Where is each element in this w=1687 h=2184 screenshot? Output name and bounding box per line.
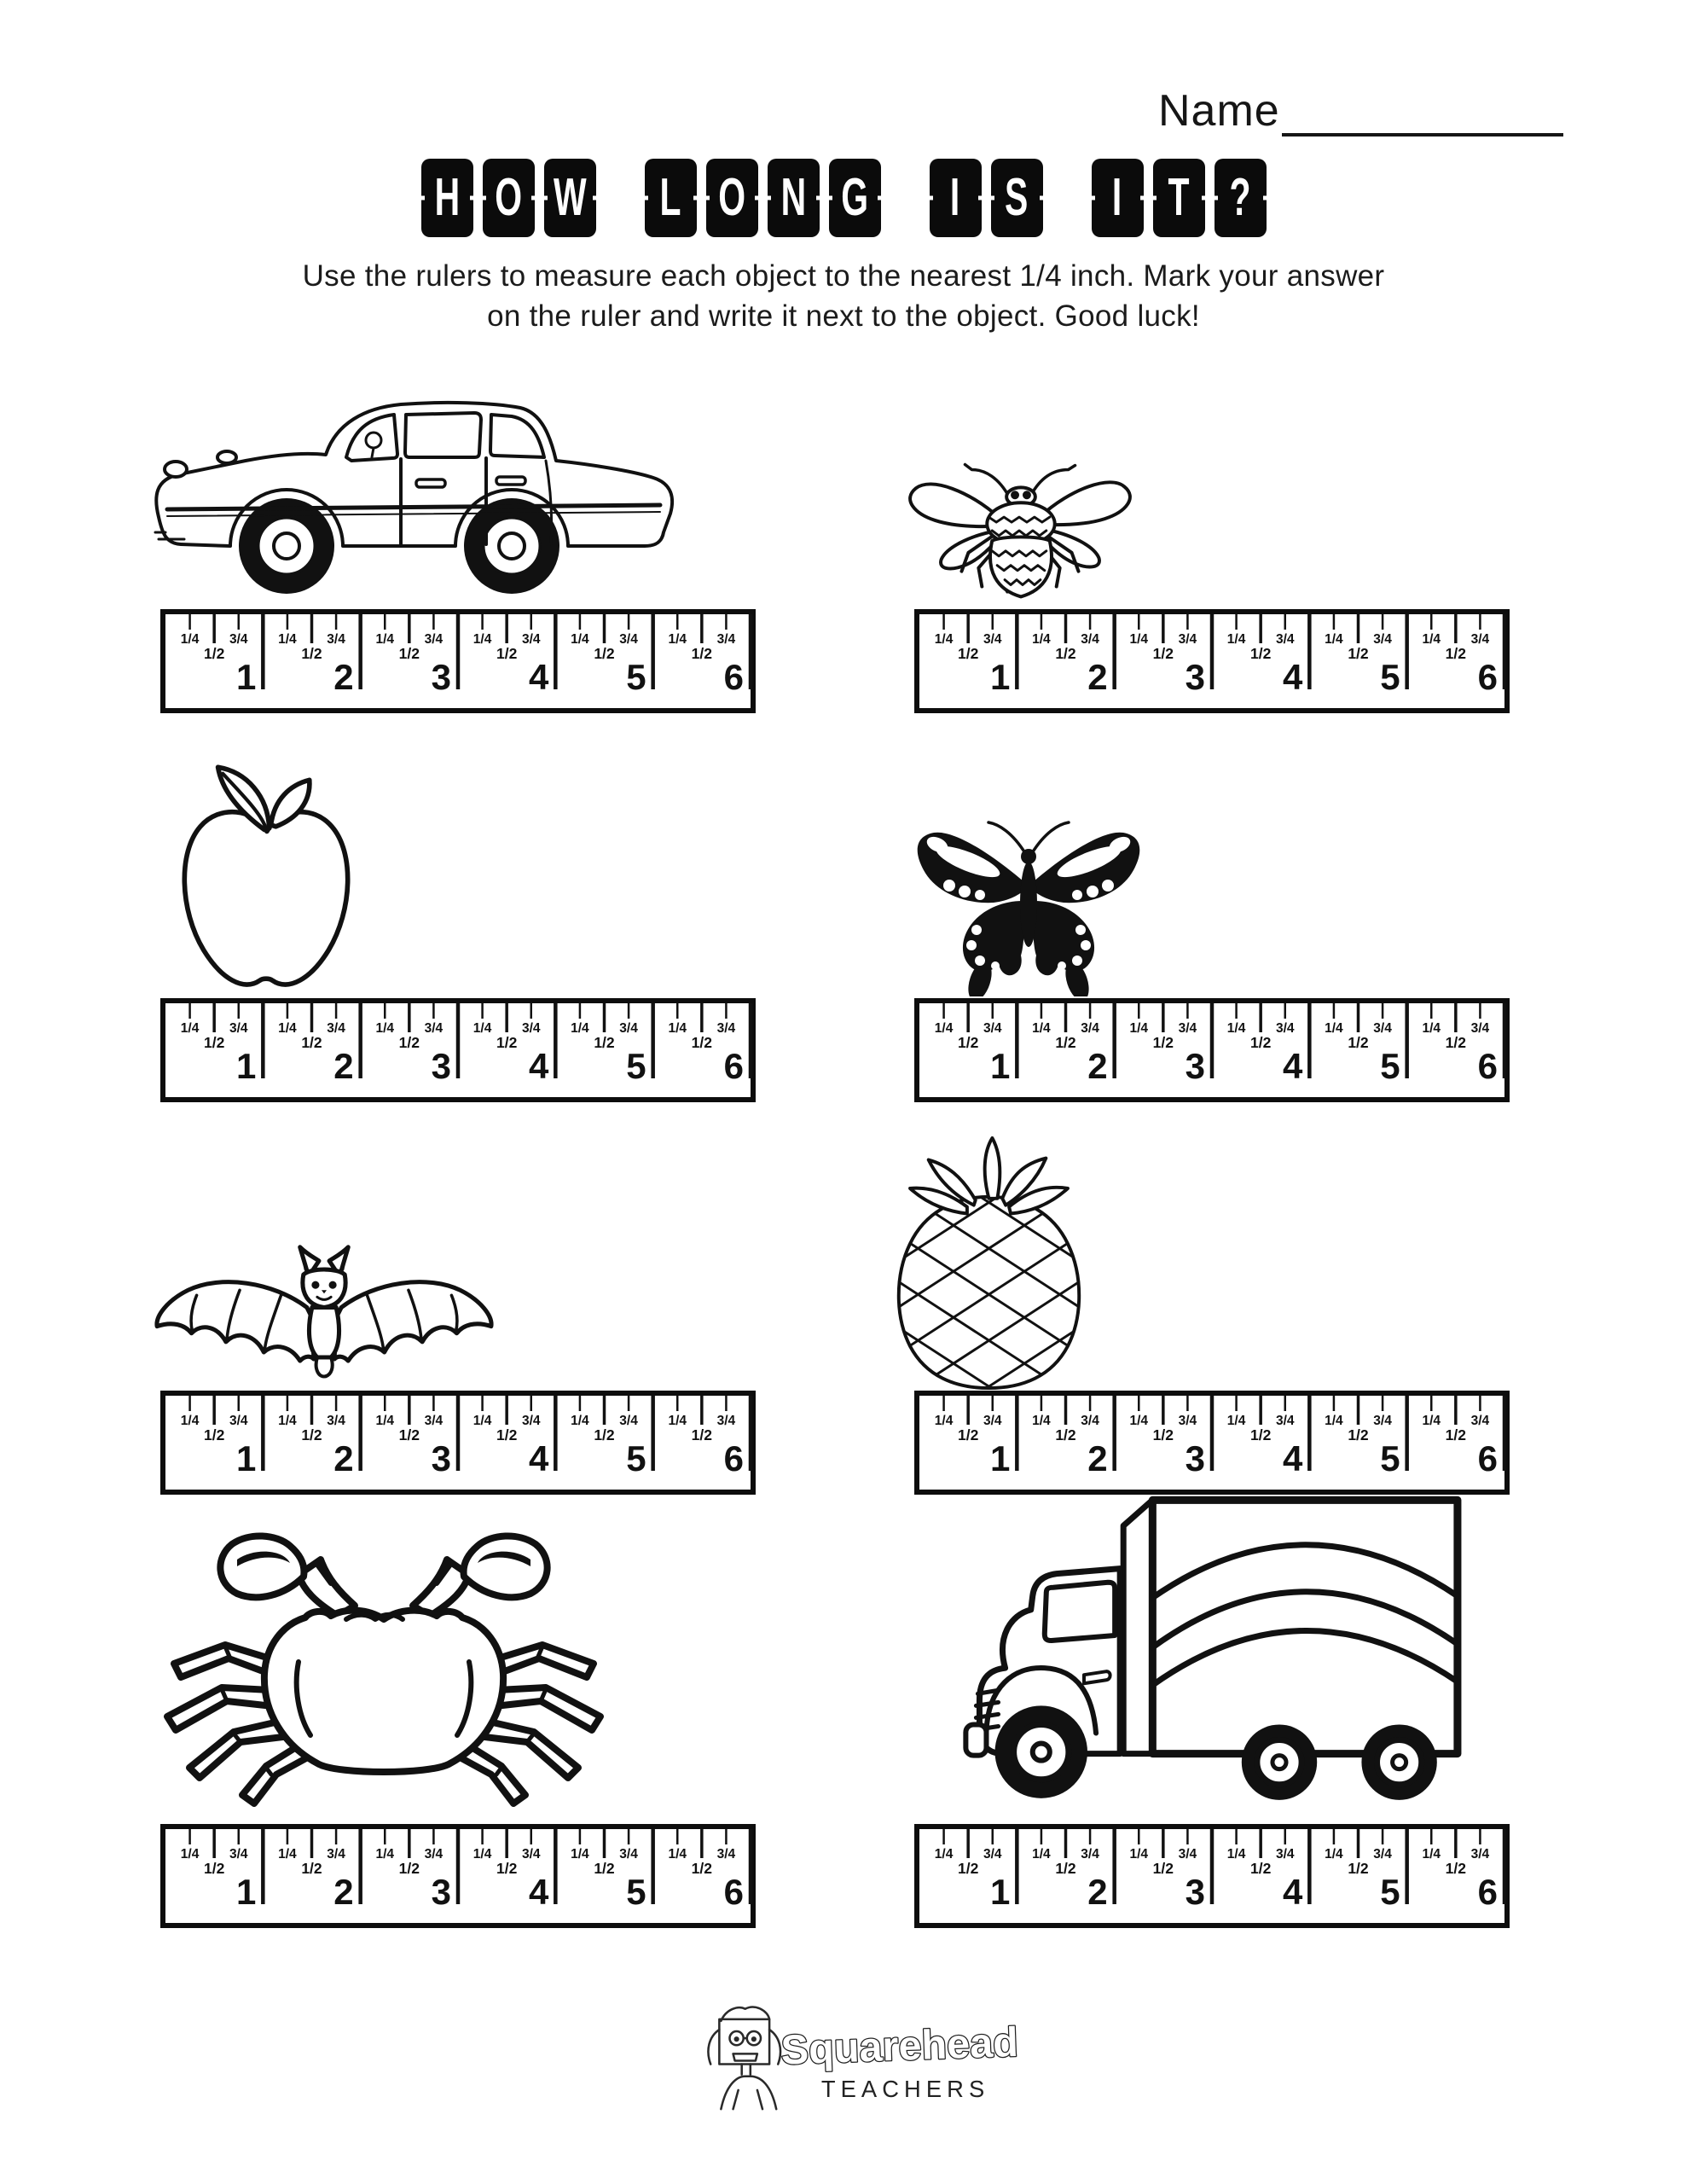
- svg-text:1/4: 1/4: [1422, 1847, 1441, 1862]
- title-letter-tile: S: [991, 159, 1043, 237]
- svg-text:3/4: 3/4: [619, 1414, 638, 1428]
- svg-text:1/2: 1/2: [496, 1426, 518, 1443]
- svg-text:4: 4: [528, 1438, 549, 1478]
- title-letter-tile: H: [421, 159, 473, 237]
- svg-text:6: 6: [1477, 1438, 1498, 1478]
- footer-logo: [695, 1995, 1032, 2129]
- svg-text:1/2: 1/2: [1348, 1034, 1369, 1051]
- svg-text:1/4: 1/4: [1226, 1021, 1246, 1036]
- svg-text:1/4: 1/4: [1422, 1414, 1441, 1428]
- name-field[interactable]: [1282, 85, 1563, 136]
- svg-text:1/4: 1/4: [571, 1414, 589, 1428]
- svg-text:1/2: 1/2: [204, 1860, 225, 1877]
- svg-text:3/4: 3/4: [1178, 632, 1197, 647]
- svg-text:6: 6: [723, 1438, 744, 1478]
- svg-text:3/4: 3/4: [327, 1847, 345, 1862]
- svg-text:1/2: 1/2: [1250, 645, 1272, 662]
- svg-text:3/4: 3/4: [1081, 1414, 1099, 1428]
- svg-text:3/4: 3/4: [1275, 632, 1295, 647]
- svg-text:3/4: 3/4: [716, 632, 736, 647]
- svg-text:1/2: 1/2: [301, 1860, 322, 1877]
- svg-text:1/4: 1/4: [1325, 632, 1343, 647]
- svg-text:3/4: 3/4: [424, 1021, 443, 1036]
- svg-text:3/4: 3/4: [1470, 1847, 1490, 1862]
- crab-image: [135, 1520, 633, 1810]
- svg-text:3/4: 3/4: [1373, 1414, 1392, 1428]
- svg-text:1: 1: [235, 1046, 257, 1086]
- svg-text:1/4: 1/4: [1422, 1021, 1441, 1036]
- svg-text:5: 5: [1380, 1872, 1400, 1912]
- svg-text:4: 4: [528, 657, 549, 697]
- svg-text:1/2: 1/2: [1250, 1034, 1272, 1051]
- svg-text:1/2: 1/2: [594, 1860, 615, 1877]
- svg-text:1/4: 1/4: [571, 1847, 589, 1862]
- svg-text:1/4: 1/4: [934, 1847, 954, 1862]
- svg-text:3/4: 3/4: [1081, 1021, 1099, 1036]
- title-word-gap: [890, 159, 920, 237]
- svg-text:1/4: 1/4: [375, 632, 395, 647]
- svg-text:3: 3: [431, 1872, 451, 1912]
- svg-text:1/4: 1/4: [934, 1021, 954, 1036]
- svg-text:1/4: 1/4: [1129, 1847, 1149, 1862]
- svg-text:3/4: 3/4: [1275, 1847, 1295, 1862]
- svg-text:1/2: 1/2: [398, 1034, 420, 1051]
- car-image: [145, 379, 682, 609]
- svg-text:3/4: 3/4: [1470, 632, 1490, 647]
- svg-text:1/4: 1/4: [1325, 1414, 1343, 1428]
- svg-text:4: 4: [1282, 657, 1303, 697]
- svg-text:1/2: 1/2: [594, 645, 615, 662]
- svg-text:1/2: 1/2: [1152, 1860, 1174, 1877]
- svg-text:1/4: 1/4: [375, 1847, 395, 1862]
- svg-text:1/2: 1/2: [496, 645, 518, 662]
- svg-text:2: 2: [333, 1438, 354, 1478]
- svg-text:5: 5: [626, 1046, 646, 1086]
- footer-subbrand: TEACHERS: [820, 2076, 990, 2103]
- svg-text:3/4: 3/4: [424, 1414, 443, 1428]
- pineapple-image: [878, 1136, 1099, 1392]
- svg-text:3/4: 3/4: [229, 1021, 248, 1036]
- svg-text:3/4: 3/4: [619, 1021, 638, 1036]
- svg-text:2: 2: [333, 657, 354, 697]
- svg-text:1/4: 1/4: [1325, 1847, 1343, 1862]
- title-letter-tile: I: [1092, 159, 1144, 237]
- svg-text:1/2: 1/2: [496, 1860, 518, 1877]
- svg-text:3/4: 3/4: [1178, 1414, 1197, 1428]
- svg-text:1/4: 1/4: [1032, 1414, 1051, 1428]
- title-letter-tile: O: [483, 159, 535, 237]
- svg-text:1/4: 1/4: [180, 1414, 200, 1428]
- svg-text:1/2: 1/2: [1445, 645, 1466, 662]
- svg-text:2: 2: [1087, 1872, 1108, 1912]
- svg-text:1/2: 1/2: [1250, 1860, 1272, 1877]
- svg-text:1/4: 1/4: [278, 1021, 297, 1036]
- instructions-line-2: on the ruler and write it next to the object. Good luck!: [487, 299, 1200, 334]
- title-letter-tile: I: [930, 159, 982, 237]
- svg-text:3/4: 3/4: [521, 632, 541, 647]
- svg-text:5: 5: [1380, 657, 1400, 697]
- svg-text:1/2: 1/2: [301, 1426, 322, 1443]
- title-letter-tile: G: [829, 159, 881, 237]
- svg-text:1/4: 1/4: [934, 632, 954, 647]
- bee-image: [897, 452, 1143, 606]
- svg-text:2: 2: [333, 1046, 354, 1086]
- svg-text:1/4: 1/4: [1129, 1414, 1149, 1428]
- svg-text:1/4: 1/4: [375, 1021, 395, 1036]
- svg-text:1: 1: [235, 657, 257, 697]
- name-label: Name: [1158, 86, 1280, 136]
- svg-text:3/4: 3/4: [1275, 1021, 1295, 1036]
- title-letter-tile: L: [645, 159, 697, 237]
- svg-text:1/2: 1/2: [1055, 1426, 1076, 1443]
- svg-text:1/2: 1/2: [301, 645, 322, 662]
- svg-text:3/4: 3/4: [619, 1847, 638, 1862]
- svg-text:1/4: 1/4: [934, 1414, 954, 1428]
- svg-text:1/4: 1/4: [472, 1021, 492, 1036]
- svg-text:4: 4: [528, 1046, 549, 1086]
- svg-text:1/2: 1/2: [958, 1426, 979, 1443]
- svg-text:1/4: 1/4: [668, 1021, 687, 1036]
- svg-text:3: 3: [1185, 1438, 1205, 1478]
- svg-text:1/2: 1/2: [204, 1426, 225, 1443]
- instructions: [0, 256, 1687, 337]
- svg-text:3/4: 3/4: [1178, 1021, 1197, 1036]
- svg-text:1/4: 1/4: [180, 1021, 200, 1036]
- bat-image: [143, 1235, 505, 1387]
- svg-text:3/4: 3/4: [983, 632, 1002, 647]
- svg-text:5: 5: [1380, 1046, 1400, 1086]
- svg-text:1/2: 1/2: [1445, 1034, 1466, 1051]
- svg-text:5: 5: [1380, 1438, 1400, 1478]
- svg-text:1/4: 1/4: [571, 1021, 589, 1036]
- svg-text:6: 6: [1477, 1872, 1498, 1912]
- svg-text:1/4: 1/4: [571, 632, 589, 647]
- svg-text:1/4: 1/4: [278, 632, 297, 647]
- svg-text:1/2: 1/2: [204, 1034, 225, 1051]
- svg-text:1/4: 1/4: [278, 1414, 297, 1428]
- svg-text:3: 3: [1185, 1046, 1205, 1086]
- svg-text:1/4: 1/4: [375, 1414, 395, 1428]
- svg-text:1/4: 1/4: [1325, 1021, 1343, 1036]
- svg-text:1/2: 1/2: [1348, 1426, 1369, 1443]
- svg-text:1/4: 1/4: [1032, 632, 1051, 647]
- svg-text:1/2: 1/2: [691, 1426, 712, 1443]
- svg-text:3/4: 3/4: [327, 1021, 345, 1036]
- svg-text:1/4: 1/4: [1032, 1021, 1051, 1036]
- name-row: [1158, 85, 1563, 136]
- svg-text:1/2: 1/2: [1152, 1034, 1174, 1051]
- svg-text:3/4: 3/4: [619, 632, 638, 647]
- title-letter-tile: ?: [1215, 159, 1267, 237]
- svg-text:3/4: 3/4: [327, 1414, 345, 1428]
- butterfly-image: [904, 800, 1153, 996]
- ruler-apple[interactable]: [160, 998, 756, 1102]
- svg-text:3: 3: [431, 1438, 451, 1478]
- svg-text:1/4: 1/4: [180, 632, 200, 647]
- instructions-line-1: Use the rulers to measure each object to the nearest 1/4 inch. Mark your answer: [302, 259, 1385, 293]
- ruler-truck[interactable]: [914, 1824, 1510, 1928]
- svg-text:1/2: 1/2: [594, 1426, 615, 1443]
- svg-text:1/2: 1/2: [691, 1034, 712, 1051]
- ruler-car[interactable]: [160, 609, 756, 713]
- ruler-crab[interactable]: [160, 1824, 756, 1928]
- svg-text:3/4: 3/4: [229, 1847, 248, 1862]
- page-title: [0, 159, 1687, 237]
- svg-text:1/2: 1/2: [1445, 1860, 1466, 1877]
- svg-text:3/4: 3/4: [1178, 1847, 1197, 1862]
- svg-text:1/4: 1/4: [472, 1414, 492, 1428]
- title-letter-tile: N: [768, 159, 820, 237]
- ruler-bat[interactable]: [160, 1391, 756, 1495]
- footer-brand: Squarehead: [780, 2018, 1019, 2074]
- title-letter-tile: W: [544, 159, 596, 237]
- svg-text:3/4: 3/4: [983, 1021, 1002, 1036]
- svg-text:3/4: 3/4: [229, 1414, 248, 1428]
- svg-text:1/2: 1/2: [958, 1860, 979, 1877]
- svg-text:6: 6: [1477, 657, 1498, 697]
- svg-text:1/2: 1/2: [1250, 1426, 1272, 1443]
- svg-text:1/4: 1/4: [1226, 632, 1246, 647]
- svg-text:6: 6: [723, 1046, 744, 1086]
- svg-text:1/4: 1/4: [1129, 632, 1149, 647]
- svg-text:1/2: 1/2: [1152, 1426, 1174, 1443]
- svg-text:4: 4: [1282, 1872, 1303, 1912]
- svg-text:2: 2: [1087, 1438, 1108, 1478]
- svg-text:3/4: 3/4: [983, 1414, 1002, 1428]
- svg-text:3/4: 3/4: [716, 1847, 736, 1862]
- svg-text:3/4: 3/4: [1275, 1414, 1295, 1428]
- squarehead-mascot-icon: [708, 2007, 780, 2110]
- svg-text:3/4: 3/4: [1470, 1021, 1490, 1036]
- svg-text:1/2: 1/2: [1152, 645, 1174, 662]
- title-word-gap: [1052, 159, 1082, 237]
- svg-text:1/4: 1/4: [278, 1847, 297, 1862]
- svg-text:1/4: 1/4: [1032, 1847, 1051, 1862]
- svg-text:6: 6: [723, 657, 744, 697]
- svg-text:6: 6: [1477, 1046, 1498, 1086]
- svg-text:3: 3: [431, 657, 451, 697]
- ruler-butterfly[interactable]: [914, 998, 1510, 1102]
- title-letter-tile: T: [1153, 159, 1205, 237]
- svg-text:1/4: 1/4: [668, 632, 687, 647]
- svg-text:1/2: 1/2: [1055, 645, 1076, 662]
- svg-text:1/2: 1/2: [958, 1034, 979, 1051]
- svg-text:1/4: 1/4: [668, 1847, 687, 1862]
- svg-text:5: 5: [626, 1872, 646, 1912]
- svg-text:3/4: 3/4: [716, 1021, 736, 1036]
- svg-text:1/2: 1/2: [594, 1034, 615, 1051]
- svg-text:1/2: 1/2: [691, 1860, 712, 1877]
- svg-text:1/4: 1/4: [1129, 1021, 1149, 1036]
- svg-text:1/4: 1/4: [1226, 1847, 1246, 1862]
- svg-text:1/4: 1/4: [180, 1847, 200, 1862]
- svg-text:1/4: 1/4: [472, 632, 492, 647]
- svg-text:3/4: 3/4: [424, 1847, 443, 1862]
- svg-text:2: 2: [1087, 1046, 1108, 1086]
- ruler-bee[interactable]: [914, 609, 1510, 713]
- svg-text:3/4: 3/4: [1373, 632, 1392, 647]
- svg-text:1: 1: [989, 1872, 1011, 1912]
- svg-text:3/4: 3/4: [983, 1847, 1002, 1862]
- svg-text:3/4: 3/4: [229, 632, 248, 647]
- svg-text:4: 4: [528, 1872, 549, 1912]
- svg-text:6: 6: [723, 1872, 744, 1912]
- svg-text:1/2: 1/2: [1445, 1426, 1466, 1443]
- svg-text:3/4: 3/4: [1373, 1847, 1392, 1862]
- svg-text:4: 4: [1282, 1046, 1303, 1086]
- svg-text:3/4: 3/4: [1081, 632, 1099, 647]
- svg-text:3: 3: [431, 1046, 451, 1086]
- svg-text:1/4: 1/4: [472, 1847, 492, 1862]
- svg-text:3/4: 3/4: [716, 1414, 736, 1428]
- svg-text:2: 2: [333, 1872, 354, 1912]
- svg-text:1/2: 1/2: [398, 1860, 420, 1877]
- svg-text:5: 5: [626, 1438, 646, 1478]
- svg-text:3/4: 3/4: [1470, 1414, 1490, 1428]
- svg-text:2: 2: [1087, 657, 1108, 697]
- svg-text:1/2: 1/2: [496, 1034, 518, 1051]
- svg-text:1/2: 1/2: [301, 1034, 322, 1051]
- svg-text:1/4: 1/4: [1422, 632, 1441, 647]
- svg-text:1/2: 1/2: [691, 645, 712, 662]
- apple-image: [165, 758, 368, 998]
- svg-text:1: 1: [235, 1872, 257, 1912]
- svg-text:1: 1: [235, 1438, 257, 1478]
- svg-text:1: 1: [989, 1046, 1011, 1086]
- svg-text:3: 3: [1185, 657, 1205, 697]
- svg-text:1/2: 1/2: [1055, 1860, 1076, 1877]
- svg-text:3: 3: [1185, 1872, 1205, 1912]
- title-letter-tile: O: [706, 159, 758, 237]
- truck-image: [894, 1469, 1472, 1804]
- title-word-gap: [606, 159, 635, 237]
- svg-text:3/4: 3/4: [1373, 1021, 1392, 1036]
- svg-text:1/4: 1/4: [1226, 1414, 1246, 1428]
- svg-text:5: 5: [626, 657, 646, 697]
- svg-text:1/2: 1/2: [1348, 1860, 1369, 1877]
- svg-text:1: 1: [989, 1438, 1011, 1478]
- svg-text:3/4: 3/4: [521, 1414, 541, 1428]
- svg-text:3/4: 3/4: [1081, 1847, 1099, 1862]
- svg-text:3/4: 3/4: [424, 632, 443, 647]
- svg-text:3/4: 3/4: [327, 632, 345, 647]
- svg-text:3/4: 3/4: [521, 1021, 541, 1036]
- svg-text:1: 1: [989, 657, 1011, 697]
- svg-text:1/2: 1/2: [1055, 1034, 1076, 1051]
- svg-text:1/4: 1/4: [668, 1414, 687, 1428]
- svg-text:1/2: 1/2: [958, 645, 979, 662]
- svg-text:1/2: 1/2: [204, 645, 225, 662]
- svg-text:1/2: 1/2: [398, 1426, 420, 1443]
- svg-text:4: 4: [1282, 1438, 1303, 1478]
- svg-text:1/2: 1/2: [1348, 645, 1369, 662]
- svg-text:1/2: 1/2: [398, 645, 420, 662]
- svg-text:3/4: 3/4: [521, 1847, 541, 1862]
